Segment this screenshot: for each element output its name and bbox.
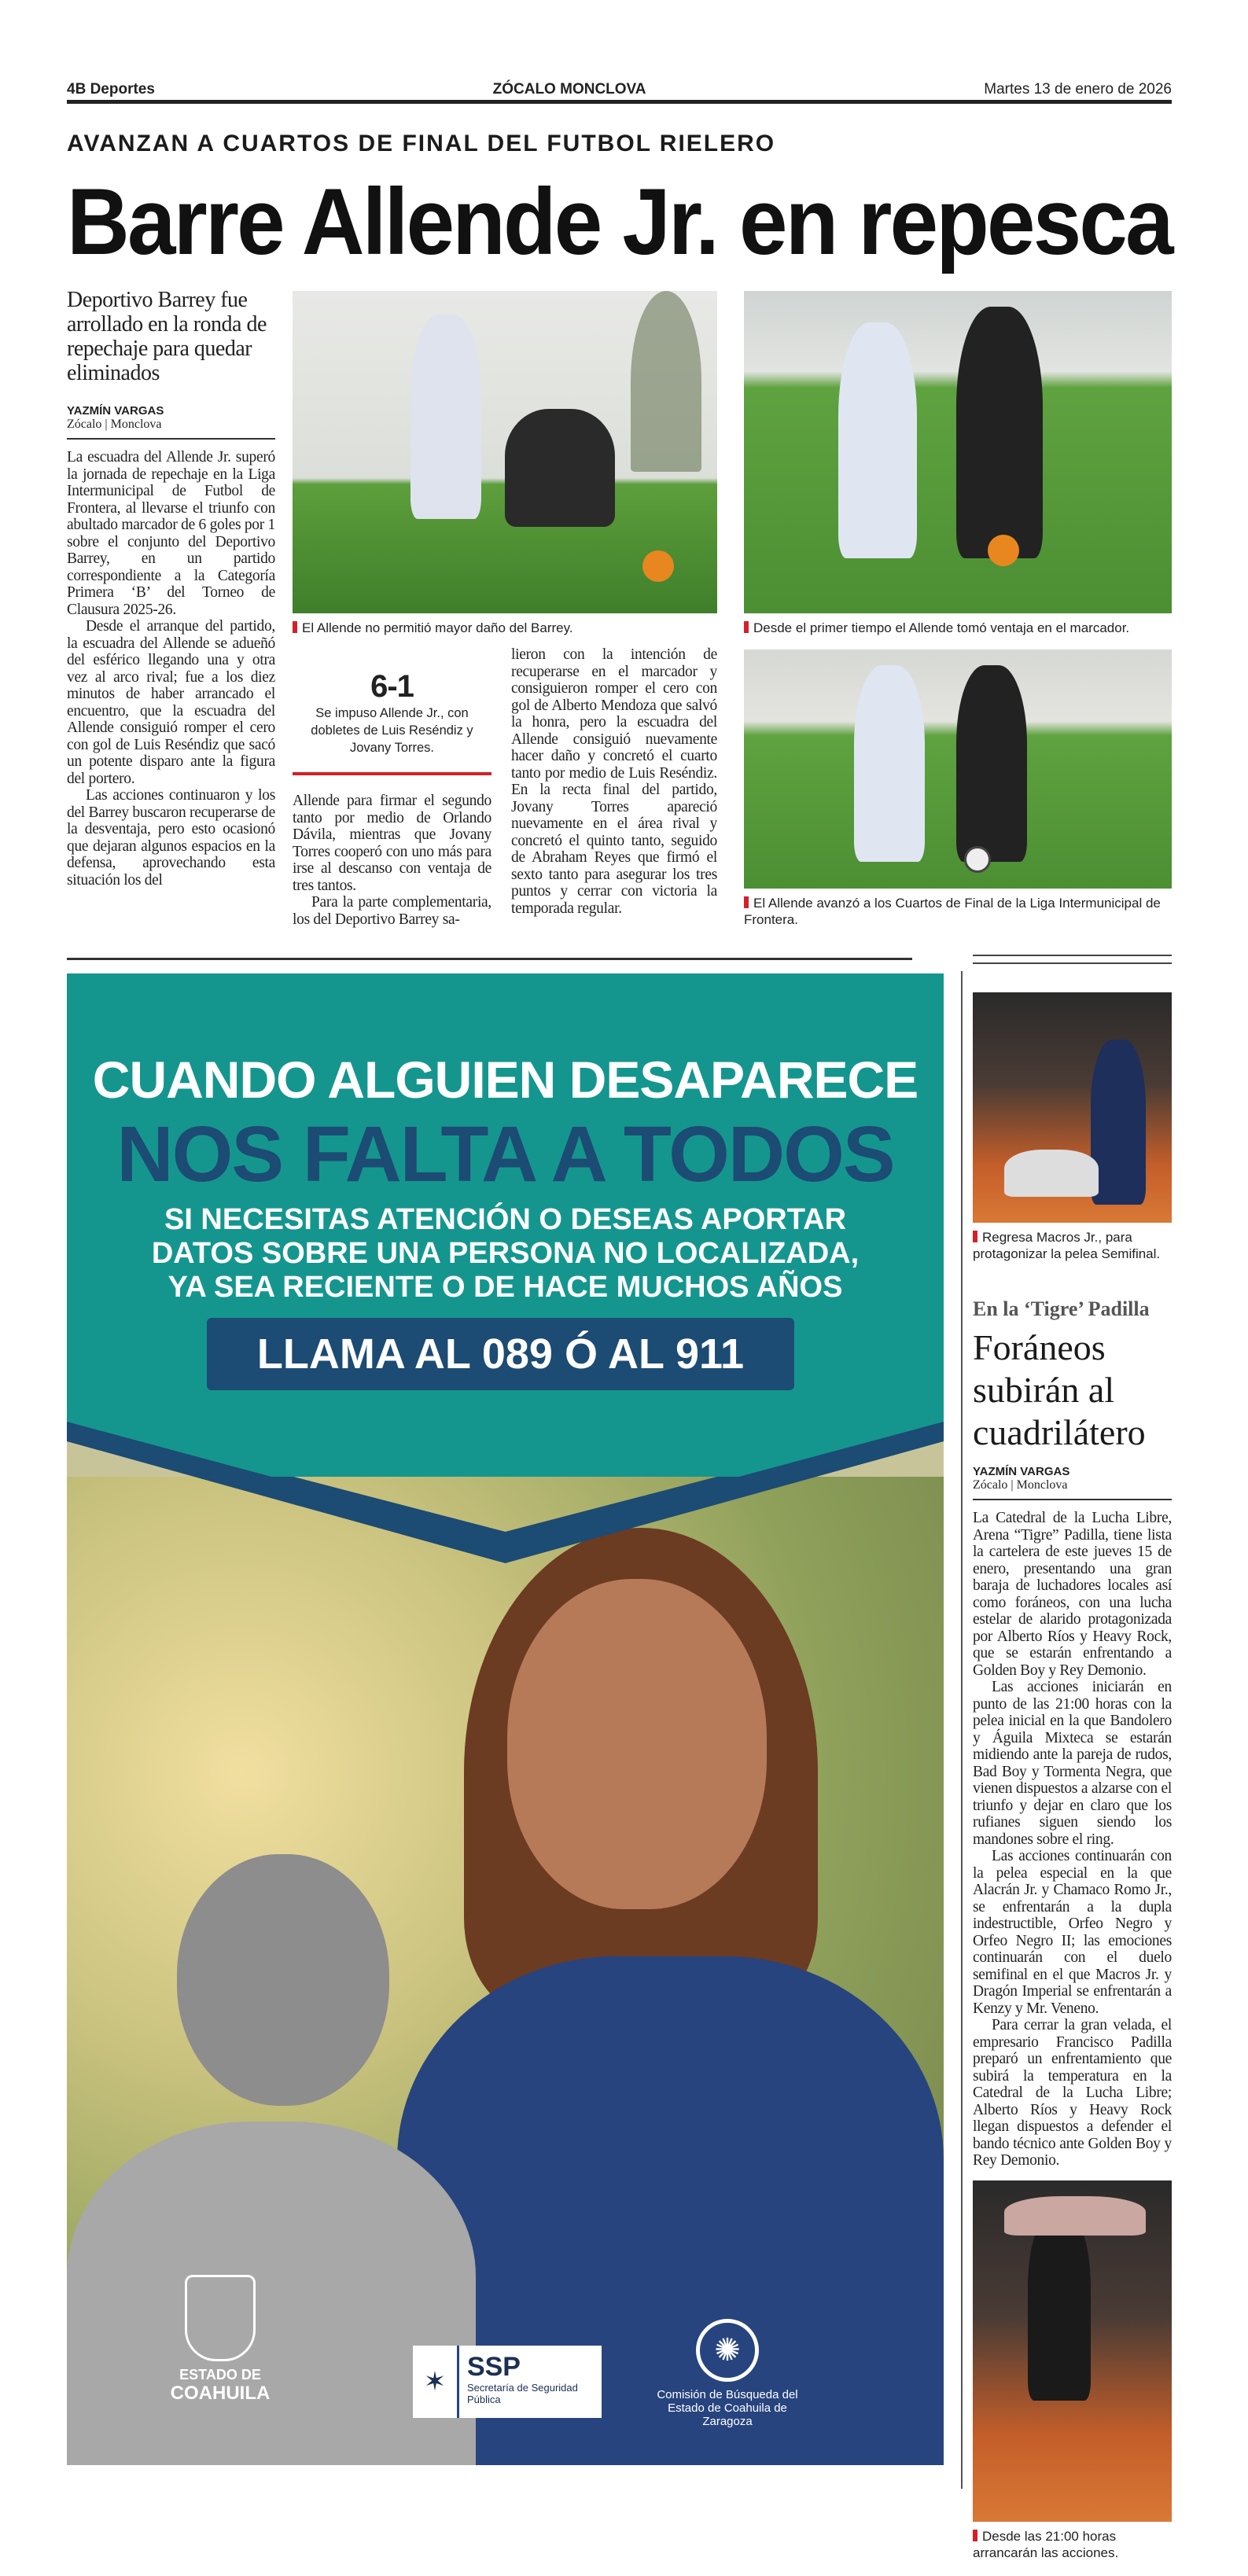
story-headline: Barre Allende Jr. en repesca: [67, 169, 1172, 274]
paragraph: Para cerrar la gran velada, el empresario Francisco Padilla preparó un enfrentamiento que subirá la temperatura en la Catedral de la Lucha Libre; Alberto Ríos y Heavy Rock llegan dispuestos a defender el bando técnico ante Golden Boy y Rey Demonio.: [973, 2017, 1172, 2169]
sidebar-caption-2: [973, 2528, 1172, 2561]
article-column-2: [293, 793, 491, 928]
caption-marker: [973, 1231, 977, 1242]
score-summary: Se impuso Allende Jr., con dobletes de Luis Reséndiz y Jovany Torres.: [311, 706, 473, 755]
story-headline-box: [67, 167, 1172, 277]
coahuila-label-2: COAHUILA: [170, 2383, 271, 2404]
score-rule: [293, 772, 491, 775]
ad-photo-woman-face: [507, 1579, 767, 1909]
ad-call-to-action: [207, 1318, 794, 1390]
newspaper-name: ZÓCALO MONCLOVA: [492, 81, 646, 98]
ssp-short: SSP: [466, 2352, 521, 2382]
story-kicker: AVANZAN A CUARTOS DE FINAL DEL FUTBOL RIELERO: [67, 131, 776, 156]
shield-star-icon: ✶: [413, 2346, 459, 2418]
paragraph: lieron con la intención de recuperarse en el marcador y consiguieron romper el cero con gol de Alberto Mendoza que salvó la honra, pero la escuadra del Allende consiguió nuevamente hacer daño y concretó el cuarto tanto por medio de Luis Reséndiz. En la recta final del partido, Jovany Torres apareció nuevamente en el área rival y concretó el quinto tanto, seguido de Abraham Reyes que firmó el sexto tanto para asegurar los tres puntos y cerrar con victoria la temporada regular.: [511, 646, 717, 917]
sidebar-kicker-box: [973, 1297, 1172, 1322]
paragraph: Las acciones iniciarán en punto de las 21:00 horas con la pelea inicial en la que Bandolero y Águila Mixteca se estarán midiendo ante la pareja de rudos, Bad Boy y Tormenta Negra, que vienen dispuestos a alzarse con el triunfo y dejar en claro que los rufianes siguen siendo los mandones sobre el ring.: [973, 1679, 1172, 1848]
final-score: 6-1: [370, 669, 414, 704]
advertisement[interactable]: [67, 973, 944, 2465]
article-column-3: [511, 646, 717, 917]
paragraph: Las acciones continuaron y los del Barrey buscaron recuperarse de la desventaja, pero esto ocasionó que dejaran algunos espacios en la defensa, aprovechando esta situación los del: [67, 787, 275, 889]
sidebar-headline: Foráneos subirán al cuadrilátero: [973, 1327, 1146, 1452]
caption-marker: [293, 621, 297, 633]
caption-text: El Allende no permitió mayor daño del Barrey.: [302, 620, 573, 635]
author-place: Zócalo | Monclova: [67, 418, 162, 431]
author-name: YAZMÍN VARGAS: [973, 1465, 1070, 1478]
ad-line-3a: SI NECESITAS ATENCIÓN O DESEAS APORTAR: [164, 1203, 847, 1236]
coahuila-logo: [169, 2275, 271, 2404]
ad-line-1: CUANDO ALGUIEN DESAPARECE: [92, 1051, 919, 1109]
section-label: 4B Deportes: [67, 81, 155, 98]
sidebar-divider: [973, 955, 1172, 964]
caption-text: Desde el primer tiempo el Allende tomó ventaja en el marcador.: [753, 620, 1130, 635]
wrestling-photo-1: [973, 992, 1172, 1223]
sidebar-kicker: En la ‘Tigre’ Padilla: [973, 1297, 1150, 1320]
ad-line-3c: YA SEA RECIENTE O DE HACE MUCHOS AÑOS: [168, 1271, 843, 1304]
comision-logo: [649, 2319, 806, 2428]
ad-line-1-box: [83, 1052, 928, 1107]
comision-emblem-icon: ✺: [696, 2319, 759, 2382]
ad-line-3: [83, 1203, 928, 1305]
sidebar: [973, 992, 1172, 2561]
byline-rule: [67, 438, 275, 440]
paragraph: Las acciones continuarán con la pelea especial en la que Alacrán Jr. y Chamaco Romo Jr., se enfrentarán a la dupla indestructible, Orfeo Negro y Orfeo Negro II; las emociones continuarán con el duelo semifinal en el que Macros Jr. y Dragón Imperial se enfrentarán a Kenzy y Mr. Veneno.: [973, 1848, 1172, 2017]
photo-caption-3: [744, 895, 1172, 928]
story-deck: Deportivo Barrey fue arrollado en la ronda de repechaje para quedar eliminados: [67, 288, 267, 385]
paragraph: Para la parte complementaria, los del Deportivo Barrey sa-: [293, 894, 491, 928]
paragraph: La escuadra del Allende Jr. superó la jornada de repechaje en la Liga Intermunicipal de Futbol de Frontera, al llevarse el triunfo con abultado marcador de 6 goles por 1 sobre el conjunto del Deportivo Barrey, en un partido correspondiente a la Categoría Primera ‘B’ del Torneo de Clausura 2025-26.: [67, 449, 275, 618]
soccer-photo-1: [293, 291, 717, 613]
caption-text: El Allende avanzó a los Cuartos de Final de la Liga Intermunicipal de Frontera.: [744, 896, 1161, 927]
caption-text: Desde las 21:00 horas arrancarán las acciones.: [973, 2529, 1119, 2560]
photo-caption-2: [744, 620, 1172, 636]
column-rule: [961, 971, 963, 2489]
comision-label: Comisión de Búsqueda del Estado de Coahuila de Zaragoza: [657, 2388, 798, 2428]
ad-line-2-box: [83, 1111, 928, 1198]
coahuila-seal-icon: [185, 2275, 256, 2361]
caption-marker: [973, 2530, 977, 2541]
sidebar-article: [973, 1510, 1172, 2169]
paragraph: Desde el arranque del partido, la escuadra del Allende se adueñó del esférico llegando una y otra vez al arco rival; fue a los diez minutos de haber arrancado el encuentro, que la escuadra del Allende consiguió romper el cero con gol de Luis Reséndiz que sacó un potente disparo ante la figura del portero.: [67, 618, 275, 787]
paragraph: La Catedral de la Lucha Libre, Arena “Tigre” Padilla, tiene lista la cartelera de este jueves 15 de enero, presentando una gran baraja de luchadores locales así como foráneos, con una lucha estelar de alarido protagonizada por Alberto Ríos y Heavy Rock, que se estarán enfrentando a Golden Boy y Rey Demonio.: [973, 1510, 1172, 1679]
sidebar-byline: [973, 1465, 1172, 1500]
ad-call-text: LLAMA AL 089 Ó AL 911: [256, 1330, 745, 1378]
page-header: [67, 79, 1172, 104]
section-divider: [67, 958, 912, 960]
main-column-2: [293, 668, 491, 928]
caption-marker: [744, 896, 749, 908]
ssp-logo: [413, 2346, 602, 2418]
ad-logos: [67, 2259, 944, 2428]
main-column-1: [67, 288, 275, 889]
wrestling-photo-2: [973, 2180, 1172, 2523]
caption-text: Regresa Macros Jr., para protagonizar la pelea Semifinal.: [973, 1230, 1161, 1261]
ad-line-2: NOS FALTA A TODOS: [116, 1110, 894, 1198]
author-name: YAZMÍN VARGAS: [67, 404, 164, 418]
byline: [67, 404, 275, 440]
caption-marker: [744, 621, 749, 633]
byline-rule: [973, 1499, 1172, 1500]
score-box: [293, 668, 491, 775]
soccer-photo-2: [744, 291, 1172, 613]
article-column-1: [67, 449, 275, 889]
author-place: Zócalo | Monclova: [973, 1478, 1068, 1492]
soccer-photo-3: [744, 650, 1172, 889]
issue-date: Martes 13 de enero de 2026: [984, 81, 1172, 98]
coahuila-label-1: ESTADO DE: [179, 2367, 261, 2383]
sidebar-caption-1: [973, 1229, 1172, 1262]
photo-caption-1: [293, 620, 717, 636]
ad-line-3b: DATOS SOBRE UNA PERSONA NO LOCALIZADA,: [151, 1237, 860, 1270]
ssp-long: Secretaría de Seguridad Pública: [466, 2382, 578, 2405]
paragraph: Allende para firmar el segundo tanto por medio de Orlando Dávila, mientras que Jovany Torres cooperó con uno más para irse al descanso con ventaja de tres tantos.: [293, 793, 491, 894]
